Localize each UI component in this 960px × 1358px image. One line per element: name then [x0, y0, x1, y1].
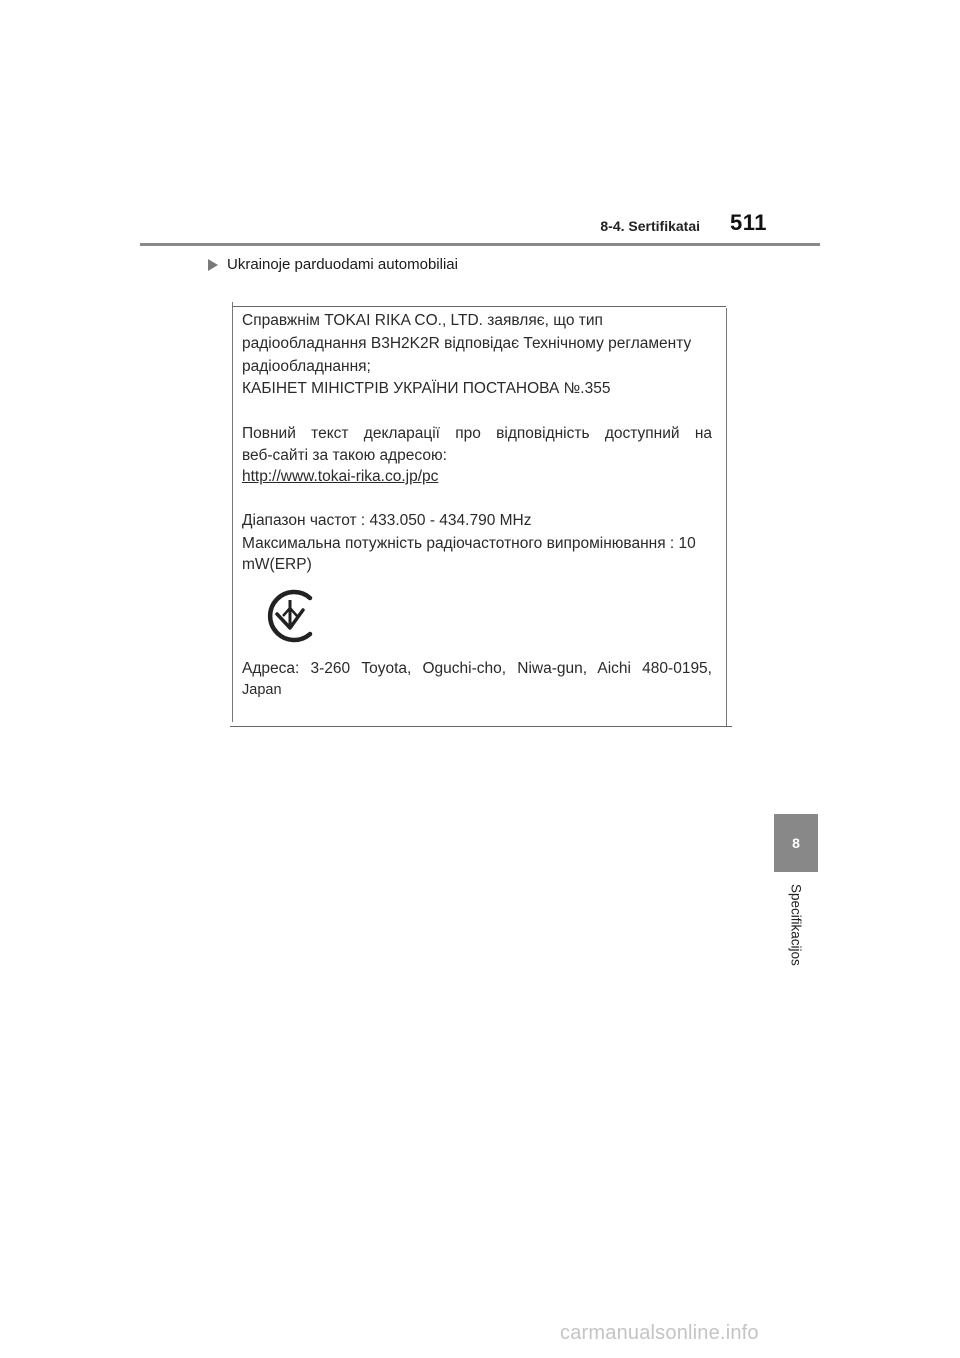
cert-line-fulltext-2: веб-сайті за такою адресою:: [242, 447, 447, 464]
chapter-tab[interactable]: 8: [774, 814, 818, 872]
cert-line-address-2: Japan: [242, 682, 282, 698]
box-border-top: [232, 306, 726, 307]
subtitle: [208, 256, 458, 273]
box-border-bottom: [230, 726, 732, 727]
ukrainian-conformity-mark-icon: [262, 586, 318, 646]
chapter-label-text: Specifikacijos: [788, 884, 804, 966]
section-title: 8-4. Sertifikatai: [600, 218, 700, 234]
cert-line-fulltext-1: Повний текст декларації про відповідність доступний на: [242, 425, 712, 442]
cert-line-declaration-2: радіообладнання B3H2K2R відповідає Технічному регламенту: [242, 335, 692, 352]
subtitle-text: Ukrainoje parduodami automobiliai: [227, 256, 458, 273]
certificate-box: [230, 302, 726, 728]
cert-line-address-1: Адреса: 3-260 Toyota, Oguchi-cho, Niwa-gun, Aichi 480-0195,: [242, 660, 712, 677]
cert-link-url[interactable]: http://www.tokai-rika.co.jp/pc: [242, 468, 439, 485]
cert-line-declaration-1: Справжнім TOKAI RIKA CO., LTD. заявляє, що тип: [242, 312, 603, 329]
box-border-right: [726, 308, 727, 726]
chapter-label: [776, 884, 816, 984]
header-rule: [140, 243, 820, 246]
cert-line-power-1: Максимальна потужність радіочастотного випромінювання : 10: [242, 535, 696, 552]
watermark: carmanualsonline.info: [560, 1322, 759, 1344]
page-number: 511: [730, 210, 767, 235]
triangle-bullet-icon: [208, 259, 218, 271]
cert-line-resolution: КАБІНЕТ МІНІСТРІВ УКРАЇНИ ПОСТАНОВА №.355: [242, 380, 611, 397]
cert-line-power-2: mW(ERP): [242, 556, 312, 573]
cert-line-frequency: Діапазон частот : 433.050 - 434.790 MHz: [242, 512, 532, 529]
cert-line-declaration-3: радіообладнання;: [242, 358, 371, 375]
box-border-left: [232, 302, 233, 722]
